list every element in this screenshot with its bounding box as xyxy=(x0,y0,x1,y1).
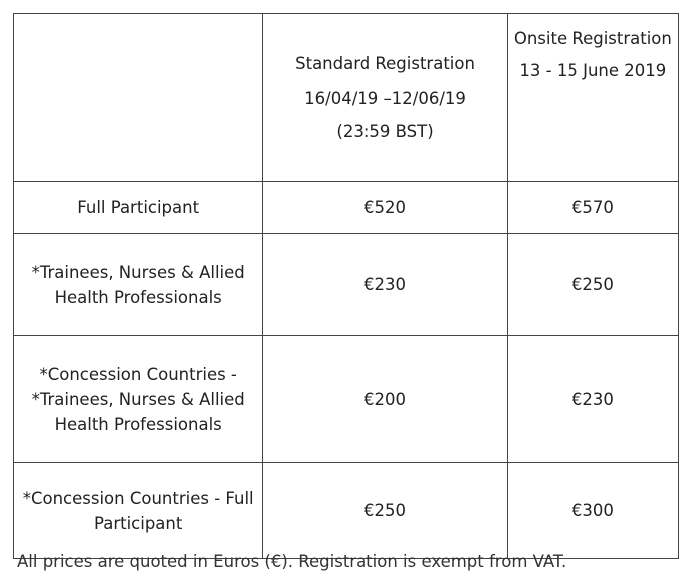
onsite-registration-title: Onsite Registration xyxy=(513,29,672,48)
standard-registration-title: Standard Registration xyxy=(295,53,475,73)
table-row xyxy=(14,182,679,234)
standard-price-cell: €230 xyxy=(263,234,507,336)
category-cell: *Concession Countries - *Trainees, Nurses & Allied Health Professionals xyxy=(14,336,263,463)
standard-price-cell: €520 xyxy=(263,182,507,234)
standard-price-cell: €200 xyxy=(263,336,507,463)
header-standard-registration xyxy=(263,14,507,182)
table-row xyxy=(14,336,679,463)
registration-fees-table xyxy=(13,13,679,559)
onsite-price-cell: €570 xyxy=(507,182,678,234)
header-empty-cell xyxy=(14,14,263,182)
header-onsite-registration xyxy=(507,14,678,182)
standard-registration-deadline-time: (23:59 BST) xyxy=(336,121,434,141)
onsite-registration-dates: 13 - 15 June 2019 xyxy=(519,61,667,80)
standard-price-cell: €250 xyxy=(263,463,507,559)
table-row xyxy=(14,463,679,559)
onsite-price-cell: €230 xyxy=(507,336,678,463)
category-cell: *Trainees, Nurses & Allied Health Professionals xyxy=(14,234,263,336)
category-cell: *Concession Countries - Full Participant xyxy=(14,463,263,559)
table-header-row xyxy=(14,14,679,182)
standard-registration-dates: 16/04/19 –12/06/19 xyxy=(304,88,466,108)
table-row xyxy=(14,234,679,336)
category-cell: Full Participant xyxy=(14,182,263,234)
onsite-price-cell: €250 xyxy=(507,234,678,336)
pricing-footnote: All prices are quoted in Euros (€). Registration is exempt from VAT. xyxy=(17,552,567,571)
onsite-price-cell: €300 xyxy=(507,463,678,559)
